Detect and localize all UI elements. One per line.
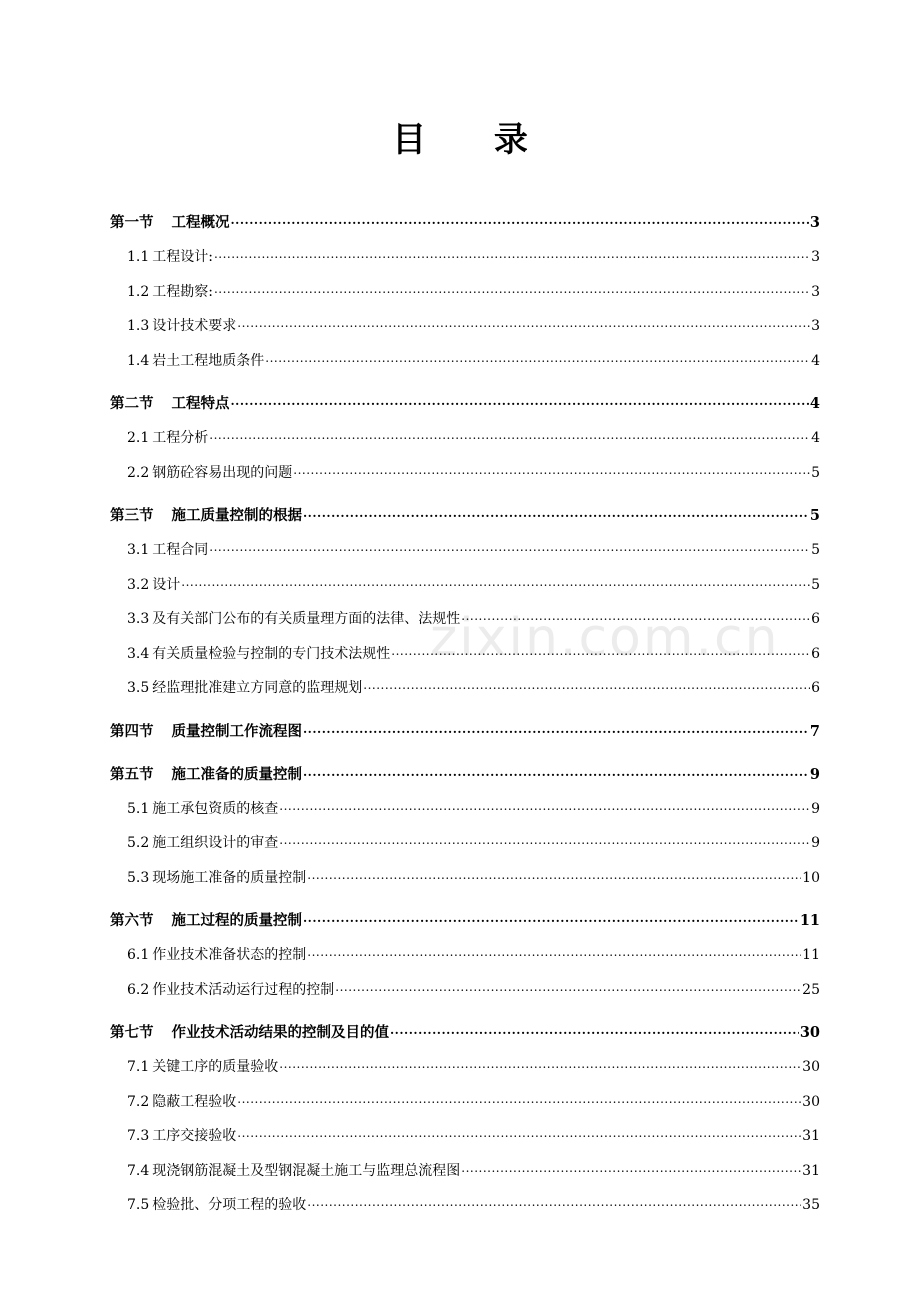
toc-page-number: 9 bbox=[811, 800, 820, 817]
toc-page-number: 3 bbox=[811, 318, 820, 334]
toc-section-entry[interactable] bbox=[110, 757, 820, 792]
toc-entry-number: 7.3 bbox=[127, 1128, 150, 1144]
toc-subsection-entry[interactable] bbox=[110, 309, 820, 344]
toc-page-number: 3 bbox=[811, 249, 820, 265]
toc-subsection-entry[interactable] bbox=[110, 792, 820, 827]
toc-subsection-entry[interactable] bbox=[110, 275, 820, 310]
toc-entry-label: 作业技术活动运行过程的控制 bbox=[152, 981, 335, 998]
toc-subsection-entry[interactable] bbox=[110, 1188, 820, 1223]
dot-leader bbox=[237, 1116, 801, 1151]
toc-entry-number: 5.3 bbox=[127, 869, 150, 886]
toc-page-number: 5 bbox=[811, 542, 820, 558]
toc-entry-label: 工程设计: bbox=[152, 249, 213, 265]
toc-subsection-entry[interactable] bbox=[110, 533, 820, 568]
toc-page-number: 6 bbox=[811, 611, 820, 627]
toc-entry-label: 岩土工程地质条件 bbox=[152, 352, 265, 369]
toc-page-number: 30 bbox=[799, 1024, 820, 1041]
toc-entry-label: 作业技术活动结果的控制及目的值 bbox=[171, 1024, 389, 1041]
toc-entry-label: 设计 bbox=[152, 576, 181, 593]
toc-entry-label: 施工承包资质的核查 bbox=[152, 800, 279, 817]
dot-leader bbox=[307, 935, 801, 970]
table-of-contents bbox=[110, 205, 820, 1223]
toc-entry-label: 及有关部门公布的有关质量理方面的法律、法规性 bbox=[152, 611, 461, 627]
toc-title: 目 录 bbox=[392, 120, 556, 160]
dot-leader bbox=[391, 634, 810, 669]
dot-leader bbox=[209, 530, 810, 565]
dot-leader bbox=[303, 711, 809, 747]
toc-entry-label: 施工质量控制的根据 bbox=[171, 507, 302, 524]
dot-leader bbox=[231, 383, 809, 419]
toc-entry-label: 检验批、分项工程的验收 bbox=[152, 1197, 307, 1213]
dot-leader bbox=[237, 306, 810, 341]
dot-leader bbox=[237, 1082, 801, 1117]
toc-subsection-entry[interactable] bbox=[110, 240, 820, 275]
dot-leader bbox=[390, 1012, 799, 1048]
toc-entry-label: 施工过程的质量控制 bbox=[171, 912, 302, 929]
toc-section-entry[interactable] bbox=[110, 714, 820, 749]
toc-page-number: 10 bbox=[802, 869, 820, 886]
toc-entry-label: 现场施工准备的质量控制 bbox=[152, 869, 307, 886]
toc-subsection-entry[interactable] bbox=[110, 938, 820, 973]
toc-section-entry[interactable] bbox=[110, 386, 820, 421]
toc-entry-number: 第一节 bbox=[110, 214, 154, 231]
toc-entry-label: 设计技术要求 bbox=[152, 318, 237, 334]
toc-page-number: 30 bbox=[802, 1093, 820, 1110]
dot-leader bbox=[307, 858, 801, 893]
dot-leader bbox=[335, 970, 801, 1005]
toc-entry-number: 1.2 bbox=[127, 283, 150, 300]
toc-subsection-entry[interactable] bbox=[110, 1050, 820, 1085]
toc-page-number: 4 bbox=[809, 395, 820, 412]
dot-leader bbox=[293, 453, 810, 488]
toc-page-number: 9 bbox=[811, 835, 820, 851]
dot-leader bbox=[265, 341, 810, 376]
toc-entry-label: 工程勘察: bbox=[152, 283, 213, 300]
dot-leader bbox=[214, 272, 810, 307]
toc-page-number: 3 bbox=[811, 283, 820, 300]
toc-entry-label: 经监理批准建立方同意的监理规划 bbox=[152, 680, 363, 696]
toc-section-entry[interactable] bbox=[110, 205, 820, 240]
toc-subsection-entry[interactable] bbox=[110, 671, 820, 706]
toc-entry-number: 7.1 bbox=[127, 1059, 150, 1075]
toc-entry-number: 7.2 bbox=[127, 1093, 150, 1110]
toc-entry-number: 第五节 bbox=[110, 765, 154, 783]
toc-entry-number: 6.2 bbox=[127, 981, 150, 998]
toc-page-number: 5 bbox=[811, 576, 820, 593]
toc-page-number: 3 bbox=[809, 214, 820, 231]
toc-entry-number: 1.3 bbox=[127, 318, 150, 334]
dot-leader bbox=[279, 823, 810, 858]
toc-entry-number: 1.1 bbox=[127, 249, 150, 265]
toc-entry-number: 3.4 bbox=[127, 645, 150, 662]
watermark: zixin.com.cn bbox=[430, 608, 780, 668]
toc-subsection-entry[interactable] bbox=[110, 973, 820, 1008]
toc-page-number: 31 bbox=[802, 1162, 820, 1179]
dot-leader bbox=[279, 1047, 801, 1082]
dot-leader bbox=[363, 668, 810, 703]
toc-entry-label: 关键工序的质量验收 bbox=[152, 1059, 279, 1075]
toc-entry-number: 1.4 bbox=[127, 352, 150, 369]
toc-subsection-entry[interactable] bbox=[110, 421, 820, 456]
toc-page-number: 9 bbox=[809, 765, 820, 783]
toc-entry-label: 施工准备的质量控制 bbox=[171, 765, 302, 783]
dot-leader bbox=[303, 495, 809, 531]
toc-subsection-entry[interactable] bbox=[110, 456, 820, 491]
dot-leader bbox=[303, 900, 799, 936]
toc-entry-label: 有关质量检验与控制的专门技术法规性 bbox=[152, 645, 391, 662]
toc-page-number: 11 bbox=[799, 912, 820, 929]
toc-entry-number: 7.5 bbox=[127, 1197, 150, 1213]
toc-page-number: 30 bbox=[802, 1059, 820, 1075]
toc-subsection-entry[interactable] bbox=[110, 1154, 820, 1189]
dot-leader bbox=[461, 599, 810, 634]
toc-page-number: 4 bbox=[811, 352, 820, 369]
toc-entry-label: 现浇钢筋混凝土及型钢混凝土施工与监理总流程图 bbox=[152, 1162, 461, 1179]
toc-subsection-entry[interactable] bbox=[110, 568, 820, 603]
toc-entry-label: 工程合同 bbox=[152, 542, 209, 558]
toc-entry-number: 2.1 bbox=[127, 430, 150, 446]
toc-section-entry[interactable] bbox=[110, 903, 820, 938]
toc-page-number: 7 bbox=[809, 722, 820, 740]
toc-page-number: 25 bbox=[802, 981, 820, 998]
toc-subsection-entry[interactable] bbox=[110, 1085, 820, 1120]
toc-entry-number: 3.5 bbox=[127, 680, 150, 696]
toc-subsection-entry[interactable] bbox=[110, 637, 820, 672]
toc-entry-number: 6.1 bbox=[127, 947, 150, 963]
dot-leader bbox=[303, 754, 809, 790]
dot-leader bbox=[231, 202, 809, 238]
dot-leader bbox=[181, 565, 810, 600]
toc-entry-number: 第二节 bbox=[110, 395, 154, 412]
toc-entry-number: 3.1 bbox=[127, 542, 150, 558]
toc-subsection-entry[interactable] bbox=[110, 861, 820, 896]
dot-leader bbox=[279, 789, 810, 824]
dot-leader bbox=[307, 1185, 801, 1220]
toc-section-entry[interactable] bbox=[110, 1015, 820, 1050]
toc-entry-label: 钢筋砼容易出现的问题 bbox=[152, 464, 293, 481]
toc-entry-label: 工程概况 bbox=[171, 214, 230, 231]
toc-page-number: 5 bbox=[809, 507, 820, 524]
toc-page-number: 6 bbox=[811, 680, 820, 696]
dot-leader bbox=[214, 237, 810, 272]
toc-page-number: 31 bbox=[802, 1128, 820, 1144]
toc-entry-number: 第四节 bbox=[110, 722, 154, 740]
toc-entry-number: 5.2 bbox=[127, 835, 150, 851]
toc-entry-label: 工程分析 bbox=[152, 430, 209, 446]
toc-entry-label: 工程特点 bbox=[171, 395, 230, 412]
toc-entry-number: 2.2 bbox=[127, 464, 150, 481]
toc-entry-number: 3.2 bbox=[127, 576, 150, 593]
toc-entry-number: 3.3 bbox=[127, 611, 150, 627]
toc-page-number: 4 bbox=[811, 430, 820, 446]
toc-subsection-entry[interactable] bbox=[110, 602, 820, 637]
toc-page-number: 35 bbox=[802, 1197, 820, 1213]
toc-entry-label: 工序交接验收 bbox=[152, 1128, 237, 1144]
dot-leader bbox=[209, 418, 810, 453]
toc-subsection-entry[interactable] bbox=[110, 344, 820, 379]
toc-entry-label: 作业技术准备状态的控制 bbox=[152, 947, 307, 963]
dot-leader bbox=[461, 1151, 801, 1186]
toc-entry-number: 5.1 bbox=[127, 800, 150, 817]
toc-entry-number: 第六节 bbox=[110, 912, 154, 929]
toc-section-entry[interactable] bbox=[110, 498, 820, 533]
toc-page-number: 11 bbox=[802, 947, 820, 963]
toc-subsection-entry[interactable] bbox=[110, 826, 820, 861]
toc-entry-number: 第七节 bbox=[110, 1024, 154, 1041]
toc-page-number: 6 bbox=[811, 645, 820, 662]
toc-entry-label: 隐蔽工程验收 bbox=[152, 1093, 237, 1110]
toc-entry-label: 质量控制工作流程图 bbox=[171, 722, 302, 740]
toc-entry-number: 第三节 bbox=[110, 507, 154, 524]
toc-page-number: 5 bbox=[811, 464, 820, 481]
toc-entry-number: 7.4 bbox=[127, 1162, 150, 1179]
toc-entry-label: 施工组织设计的审查 bbox=[152, 835, 279, 851]
toc-subsection-entry[interactable] bbox=[110, 1119, 820, 1154]
